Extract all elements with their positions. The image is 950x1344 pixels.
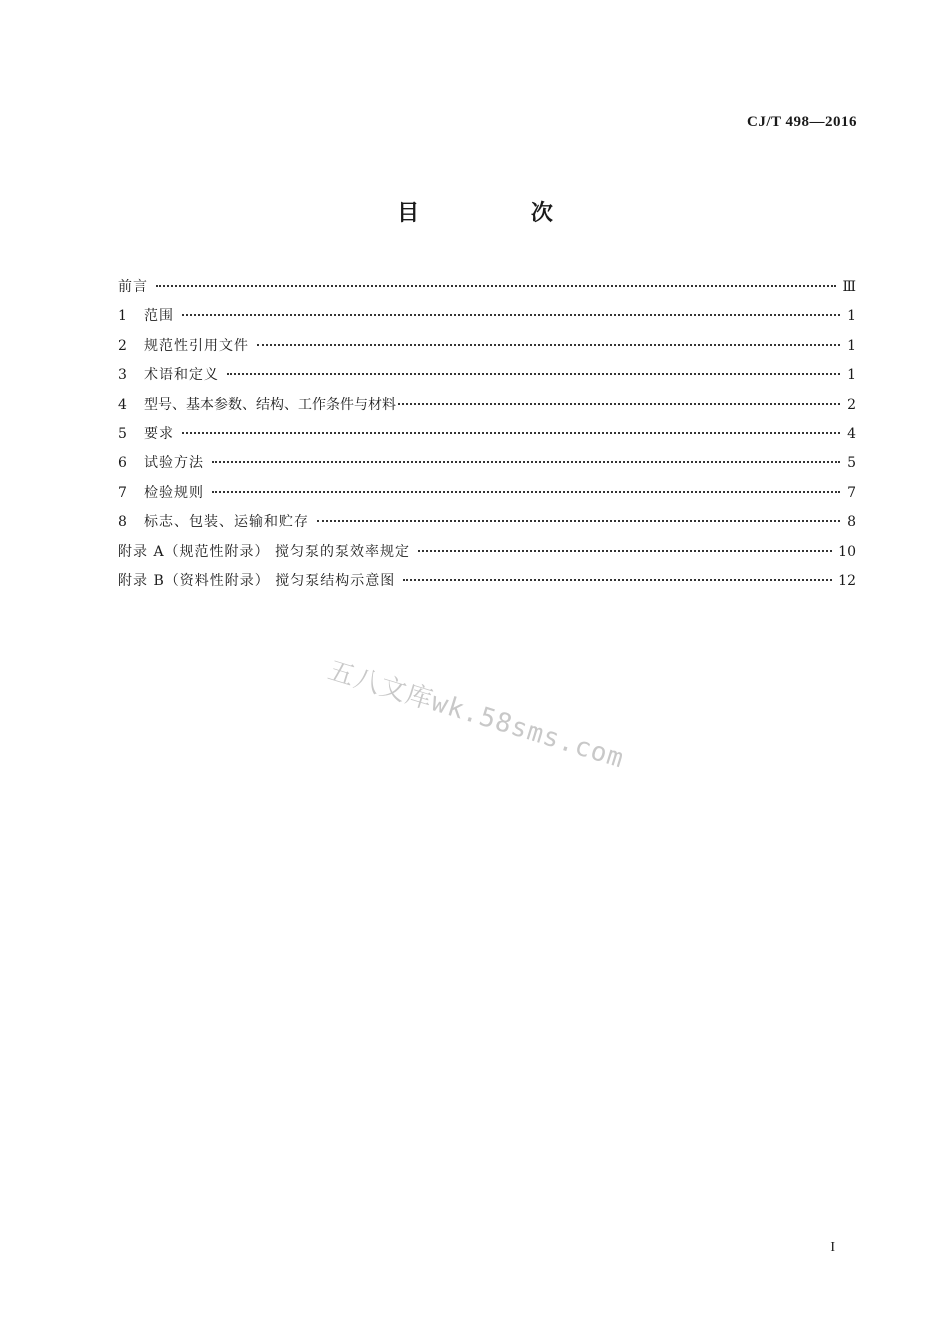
watermark: 五八文库wk.58sms.com — [324, 655, 628, 775]
toc-leader-dots — [257, 344, 840, 346]
toc-leader-dots — [403, 579, 832, 581]
toc-entry-page: 12 — [838, 572, 856, 589]
toc-entry-number: 1 — [118, 308, 127, 325]
toc-entry-5[interactable] — [118, 420, 856, 449]
toc-entry-2[interactable] — [118, 332, 856, 361]
page-number: I — [830, 1240, 835, 1255]
toc-leader-dots — [227, 373, 840, 375]
toc-entry-label: 前言 — [118, 279, 148, 295]
toc-entry-number: 8 — [118, 514, 127, 531]
toc-leader-dots — [182, 314, 840, 316]
toc-entry-page: 1 — [847, 308, 856, 325]
toc-entry-page: 2 — [847, 396, 856, 413]
toc-entry-label: 型号、基本参数、结构、工作条件与材料 — [144, 396, 396, 413]
toc-entry-number: 6 — [118, 455, 127, 472]
toc-entry-label: 标志、包装、运输和贮存 — [144, 514, 309, 531]
toc-entry-label: 术语和定义 — [144, 367, 219, 384]
toc-entry-label: 规范性引用文件 — [144, 337, 249, 354]
toc-leader-dots — [212, 491, 840, 493]
toc-entry-8[interactable] — [118, 508, 856, 537]
toc-leader-dots — [212, 461, 840, 463]
toc-entry-annex-b[interactable] — [118, 567, 856, 596]
toc-entry-4[interactable] — [118, 391, 856, 420]
toc-leader-dots — [182, 432, 840, 434]
toc-entry-page: 10 — [838, 543, 856, 560]
toc-entry-page: 4 — [847, 425, 856, 442]
toc-entry-6[interactable] — [118, 449, 856, 478]
toc-entry-number: 4 — [118, 396, 127, 413]
toc-entry-label: 范围 — [144, 308, 174, 325]
toc-leader-dots — [317, 520, 840, 522]
toc-entry-number: 2 — [118, 337, 127, 354]
toc-entry-3[interactable] — [118, 361, 856, 390]
toc-entry-page: 5 — [847, 455, 856, 472]
toc-entry-number: 5 — [118, 425, 127, 442]
toc-entry-page: Ⅲ — [842, 279, 856, 295]
toc-entry-page: 8 — [847, 514, 856, 531]
toc-entry-number: 7 — [118, 484, 127, 501]
toc-entry-label: 附录 A（规范性附录） 搅匀泵的泵效率规定 — [118, 543, 411, 560]
toc-leader-dots — [156, 285, 836, 287]
toc-title: 目 次 — [397, 201, 605, 226]
toc-entry-1[interactable] — [118, 302, 856, 331]
toc-entry-label: 试验方法 — [144, 455, 204, 472]
toc-entry-page: 1 — [847, 367, 856, 384]
toc-entry-7[interactable] — [118, 479, 856, 508]
toc-leader-dots — [398, 403, 840, 405]
toc-entry-label: 检验规则 — [144, 484, 204, 501]
toc-entry-label: 要求 — [144, 425, 174, 442]
toc-entry-annex-a[interactable] — [118, 538, 856, 567]
toc-entry-foreword[interactable] — [118, 273, 856, 302]
toc-entry-page: 1 — [847, 337, 856, 354]
toc-leader-dots — [418, 550, 832, 552]
toc-entry-number: 3 — [118, 367, 127, 384]
toc-list — [118, 273, 856, 596]
document-code: CJ/T 498—2016 — [747, 114, 857, 130]
toc-entry-page: 7 — [847, 484, 856, 501]
toc-entry-label: 附录 B（资料性附录） 搅匀泵结构示意图 — [118, 572, 396, 589]
